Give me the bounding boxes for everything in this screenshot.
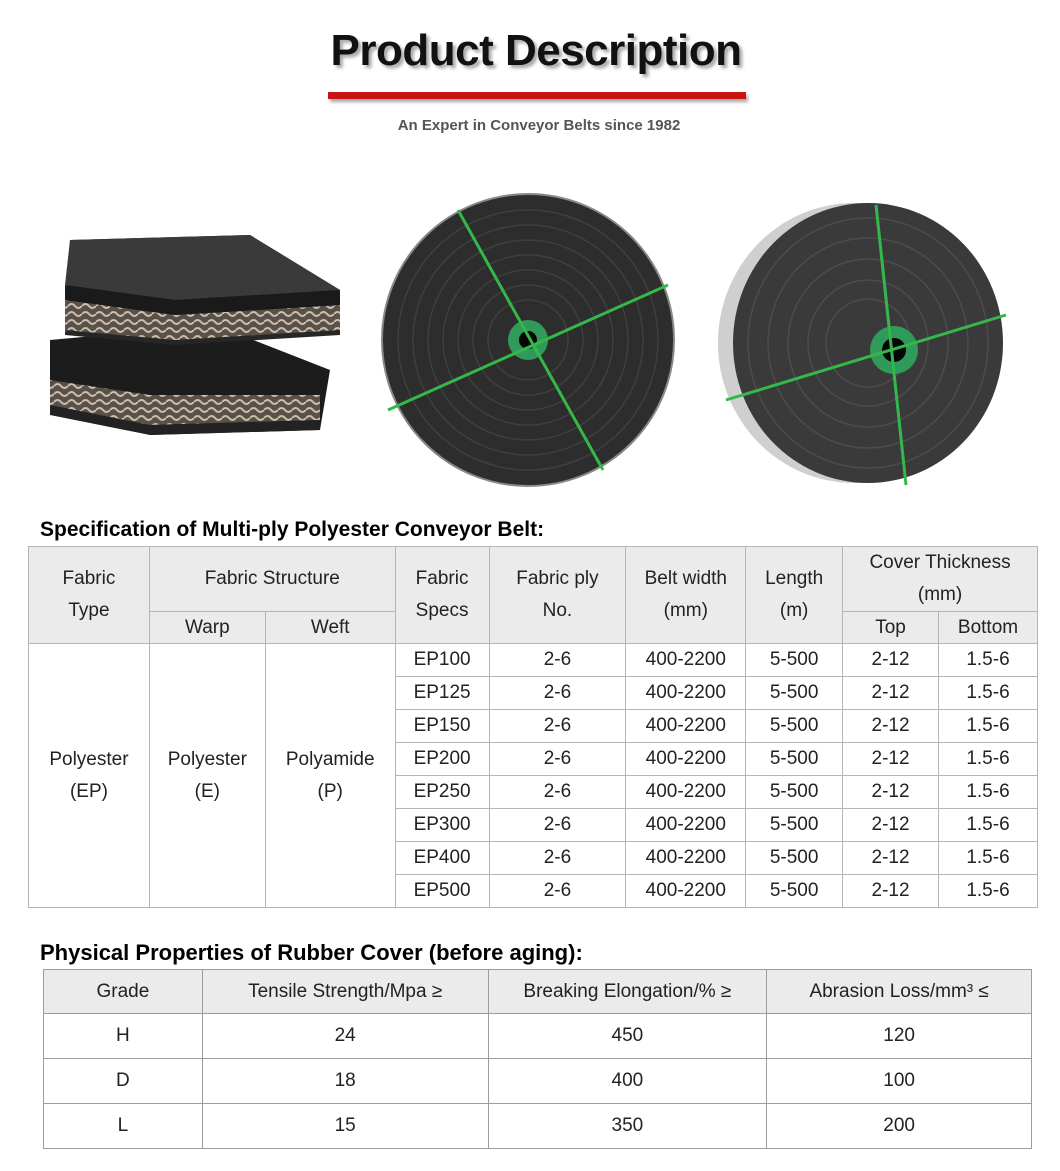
table-row (44, 1014, 1032, 1059)
header-weft: Weft (265, 612, 395, 644)
grade-cell: L (44, 1104, 203, 1149)
width-cell: 400-2200 (626, 644, 746, 677)
table-row (44, 1059, 1032, 1104)
spec-cell: EP500 (395, 875, 489, 908)
header-tensile: Tensile Strength/Mpa ≥ (202, 970, 488, 1014)
physical-properties-table (43, 969, 1032, 1149)
abrasion-cell: 200 (767, 1104, 1032, 1149)
bottom-cell: 1.5-6 (938, 809, 1037, 842)
spec-cell: EP150 (395, 710, 489, 743)
top-cell: 2-12 (843, 875, 939, 908)
top-cell: 2-12 (843, 842, 939, 875)
ply-cell: 2-6 (489, 875, 626, 908)
top-cell: 2-12 (843, 644, 939, 677)
tensile-cell: 18 (202, 1059, 488, 1104)
spec-cell: EP125 (395, 677, 489, 710)
bottom-cell: 1.5-6 (938, 644, 1037, 677)
width-cell: 400-2200 (626, 809, 746, 842)
product-photos (0, 180, 1060, 510)
page-title: Product Description (330, 26, 742, 75)
spec-cell: EP400 (395, 842, 489, 875)
bottom-cell: 1.5-6 (938, 875, 1037, 908)
grade-cell: D (44, 1059, 203, 1104)
length-cell: 5-500 (746, 644, 843, 677)
length-cell: 5-500 (746, 809, 843, 842)
table-row (29, 644, 1038, 677)
header-warp: Warp (149, 612, 265, 644)
fabric-type-cell: Polyester (EP) (29, 644, 150, 908)
belt-stack-photo (40, 230, 350, 440)
bottom-cell: 1.5-6 (938, 743, 1037, 776)
header-belt-width: Belt width (mm) (626, 547, 746, 644)
weft-cell: Polyamide (P) (265, 644, 395, 908)
width-cell: 400-2200 (626, 743, 746, 776)
ply-cell: 2-6 (489, 677, 626, 710)
ply-cell: 2-6 (489, 710, 626, 743)
width-cell: 400-2200 (626, 710, 746, 743)
length-cell: 5-500 (746, 677, 843, 710)
top-cell: 2-12 (843, 743, 939, 776)
top-cell: 2-12 (843, 710, 939, 743)
spec-cell: EP100 (395, 644, 489, 677)
abrasion-cell: 120 (767, 1014, 1032, 1059)
bottom-cell: 1.5-6 (938, 842, 1037, 875)
length-cell: 5-500 (746, 710, 843, 743)
header-abrasion: Abrasion Loss/mm³ ≤ (767, 970, 1032, 1014)
title-underline (328, 92, 746, 99)
width-cell: 400-2200 (626, 677, 746, 710)
page-header (0, 0, 1060, 150)
header-fabric-ply: Fabric ply No. (489, 547, 626, 644)
bottom-cell: 1.5-6 (938, 677, 1037, 710)
header-fabric-type: Fabric Type (29, 547, 150, 644)
top-cell: 2-12 (843, 677, 939, 710)
ply-cell: 2-6 (489, 842, 626, 875)
header-top: Top (843, 612, 939, 644)
bottom-cell: 1.5-6 (938, 710, 1037, 743)
top-cell: 2-12 (843, 809, 939, 842)
width-cell: 400-2200 (626, 875, 746, 908)
length-cell: 5-500 (746, 842, 843, 875)
header-length: Length (m) (746, 547, 843, 644)
grade-cell: H (44, 1014, 203, 1059)
ply-cell: 2-6 (489, 743, 626, 776)
page-subtitle: An Expert in Conveyor Belts since 1982 (397, 117, 681, 134)
length-cell: 5-500 (746, 743, 843, 776)
warp-cell: Polyester (E) (149, 644, 265, 908)
header-cover-thickness: Cover Thickness (mm) (843, 547, 1038, 612)
header-elongation: Breaking Elongation/% ≥ (488, 970, 767, 1014)
tensile-cell: 15 (202, 1104, 488, 1149)
belt-roll-side-photo (716, 200, 1012, 490)
spec-cell: EP300 (395, 809, 489, 842)
header-grade: Grade (44, 970, 203, 1014)
ply-cell: 2-6 (489, 644, 626, 677)
abrasion-cell: 100 (767, 1059, 1032, 1104)
spec-cell: EP250 (395, 776, 489, 809)
elongation-cell: 400 (488, 1059, 767, 1104)
header-fabric-structure: Fabric Structure (149, 547, 395, 612)
spec-table (28, 546, 1038, 908)
length-cell: 5-500 (746, 776, 843, 809)
width-cell: 400-2200 (626, 842, 746, 875)
header-bottom: Bottom (938, 612, 1037, 644)
length-cell: 5-500 (746, 875, 843, 908)
table-row (44, 1104, 1032, 1149)
physical-heading: Physical Properties of Rubber Cover (before aging): (40, 940, 583, 965)
ply-cell: 2-6 (489, 809, 626, 842)
belt-roll-front-photo (378, 190, 678, 490)
elongation-cell: 450 (488, 1014, 767, 1059)
elongation-cell: 350 (488, 1104, 767, 1149)
spec-heading: Specification of Multi-ply Polyester Conveyor Belt: (40, 518, 545, 541)
width-cell: 400-2200 (626, 776, 746, 809)
header-fabric-specs: Fabric Specs (395, 547, 489, 644)
spec-cell: EP200 (395, 743, 489, 776)
bottom-cell: 1.5-6 (938, 776, 1037, 809)
top-cell: 2-12 (843, 776, 939, 809)
tensile-cell: 24 (202, 1014, 488, 1059)
ply-cell: 2-6 (489, 776, 626, 809)
